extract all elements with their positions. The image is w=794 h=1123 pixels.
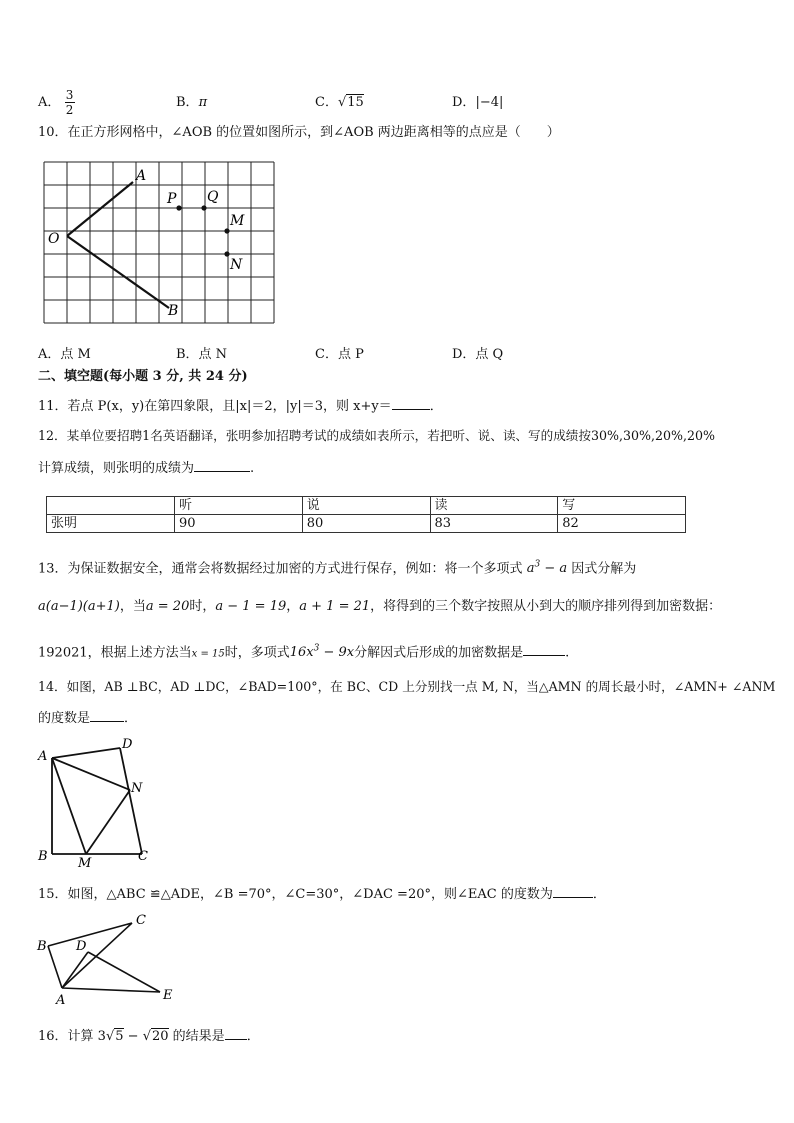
option-value: 15 — [347, 95, 364, 110]
point-p — [176, 205, 181, 210]
math: a − 1 = 19 — [215, 599, 287, 614]
label-b: B — [38, 849, 48, 864]
q13-text: 192021，根据上述方法当 — [38, 645, 192, 661]
table-header-row — [47, 497, 686, 515]
fraction — [65, 88, 75, 117]
q10-option-b: B．点 N — [176, 347, 228, 362]
label-e: E — [163, 988, 173, 1003]
table-cell: 83 — [430, 515, 558, 533]
label-b: B — [37, 939, 47, 954]
radicand: 20 — [152, 1029, 169, 1044]
q14-text: 的度数是 — [38, 711, 91, 726]
option-label: D． — [452, 95, 476, 110]
q9-option-a — [38, 88, 75, 117]
point-n — [224, 251, 229, 256]
q13-line2 — [38, 598, 721, 616]
numerator: 3 — [65, 88, 74, 102]
q12-text: 计算成绩，则张明的成绩为 — [38, 461, 195, 476]
table-cell: 张明 — [47, 515, 175, 533]
q12-line1: 12．某单位要招聘1名英语翻译，张明参加招聘考试的成绩如表所示，若把听、说、读、写的成绩按30%,30%,20%,20% — [38, 428, 715, 443]
q13-line1 — [38, 556, 636, 578]
ray-ob — [67, 236, 169, 308]
q14-end: ． — [124, 711, 138, 726]
option-label: A． — [38, 95, 61, 110]
table-cell: 80 — [302, 515, 430, 533]
label-d: D — [76, 939, 87, 954]
score-table — [46, 496, 686, 533]
q12-line2 — [38, 458, 254, 478]
q14-quadrilateral-figure — [34, 736, 164, 872]
q13-end: . — [565, 645, 570, 661]
operator: − — [123, 1029, 143, 1044]
q13-text: 13．为保证数据安全，通常会将数据经过加密的方式进行保存，例如：将一个多项式 — [38, 561, 523, 577]
option-value: π — [198, 95, 208, 110]
table-row — [47, 515, 686, 533]
q16-text: 16．计算 3 — [38, 1029, 106, 1044]
label-c: C — [138, 849, 148, 864]
table-header: 听 — [175, 497, 303, 515]
poly-expression: $16x^3 - 9x$ — [289, 644, 355, 661]
grid-lines — [44, 162, 274, 323]
q15-text: 15．如图，△ABC ≌△ADE，∠B =70°，∠C=30°，∠DAC =20°，则∠EAC 的度数为 — [38, 887, 553, 902]
denominator: 2 — [65, 103, 74, 117]
option-label: B． — [176, 95, 199, 110]
q13-text: ，当 — [119, 599, 146, 614]
label-o: O — [48, 231, 60, 247]
q11 — [38, 396, 443, 416]
label-n: N — [230, 257, 243, 273]
label-d: D — [122, 737, 133, 752]
q9-option-c — [315, 91, 364, 110]
label-b: B — [168, 303, 179, 319]
q14-line2 — [38, 708, 137, 728]
label-p: P — [167, 191, 177, 207]
table-cell: 82 — [558, 515, 686, 533]
sqrt-sign: √ — [142, 1029, 151, 1044]
q15-triangles-figure — [34, 910, 184, 1010]
q13-text: ， — [286, 599, 300, 614]
q11-end: ． — [429, 399, 443, 414]
q9-option-d — [452, 91, 503, 110]
q10-option-d: D．点 Q — [452, 347, 504, 362]
q11-text: 11．若点 P(x，y)在第四象限，且|x|＝2，|y|＝3，则 x+y＝ — [38, 399, 392, 414]
math: x = 15 — [191, 648, 225, 660]
math: a(a−1)(a+1) — [38, 599, 120, 614]
q16-text: 的结果是 — [168, 1029, 225, 1044]
q13-line3 — [38, 640, 569, 663]
q12-end: . — [250, 461, 255, 476]
table-header: 写 — [558, 497, 686, 515]
math: a + 1 = 21 — [299, 599, 371, 614]
math: a = 20 — [145, 599, 190, 614]
sqrt-sign: √ — [105, 1029, 115, 1044]
radicand: 5 — [115, 1029, 124, 1044]
q10-option-c: C．点 P — [315, 347, 364, 362]
ray-oa — [67, 182, 133, 236]
poly-expression: $a^3 - a$ — [526, 560, 568, 577]
label-a: A — [38, 749, 48, 764]
q13-text: 因式分解为 — [571, 561, 637, 577]
q13-text: 时， — [189, 599, 216, 614]
answer-blank — [194, 458, 250, 472]
option-value: |−4| — [475, 95, 504, 110]
q10-option-a: A．点 M — [38, 347, 91, 362]
q9-option-b — [176, 91, 207, 110]
q16 — [38, 1026, 260, 1046]
sqrt-sign: √ — [337, 95, 347, 110]
point-q — [201, 205, 206, 210]
table-header: 说 — [302, 497, 430, 515]
option-label: C． — [315, 95, 338, 110]
q16-end: ． — [246, 1029, 260, 1044]
point-m — [224, 228, 229, 233]
q13-text: ，将得到的三个数字按照从小到大的顺序排列得到加密数据： — [370, 599, 722, 614]
q13-text: 分解因式后形成的加密数据是 — [354, 645, 524, 661]
q10-grid-figure — [38, 156, 288, 328]
label-a: A — [136, 168, 147, 184]
table-header — [47, 497, 175, 515]
q10-text: 10．在正方形网格中，∠AOB 的位置如图所示，到∠AOB 两边距离相等的点应是（ ） — [38, 125, 560, 140]
q15 — [38, 884, 606, 904]
answer-blank — [90, 708, 124, 722]
label-n: N — [131, 781, 143, 796]
label-q: Q — [207, 189, 219, 205]
table-cell: 90 — [175, 515, 303, 533]
section-title: 二、填空题(每小题 3 分, 共 24 分) — [38, 369, 248, 384]
label-m: M — [230, 213, 245, 229]
label-a: A — [56, 993, 66, 1008]
q14-line1: 14．如图，AB ⊥BC，AD ⊥DC，∠BAD=100°，在 BC、CD 上分别找一点 M, N，当△AMN 的周长最小时，∠AMN+ ∠ANM — [38, 679, 776, 694]
answer-blank — [523, 642, 565, 656]
label-m: M — [78, 856, 92, 871]
q15-end: ． — [592, 887, 606, 902]
q13-text: 时，多项式 — [224, 645, 290, 661]
table-header: 读 — [430, 497, 558, 515]
answer-blank — [553, 884, 593, 898]
label-c: C — [136, 913, 146, 928]
answer-blank — [225, 1026, 247, 1040]
answer-blank — [392, 396, 430, 410]
